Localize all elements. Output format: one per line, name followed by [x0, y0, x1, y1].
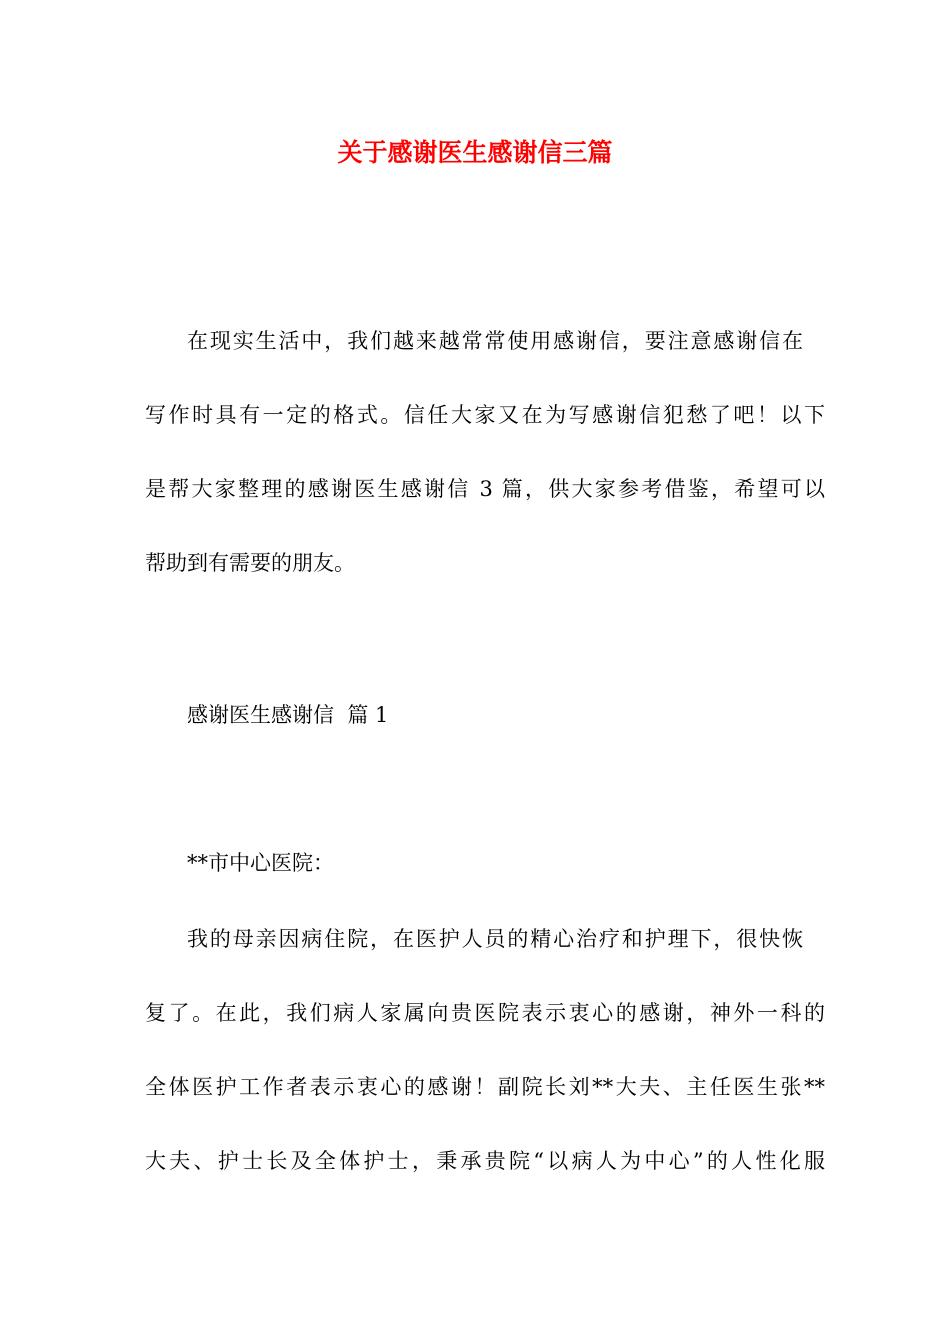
letter-line-3: 全体医护工作者表示衷心的感谢！副院长刘**大夫、主任医生张**	[145, 1075, 825, 1099]
intro-line-1: 在现实生活中，我们越来越常常使用感谢信，要注意感谢信在	[187, 329, 803, 353]
intro-line-2: 写作时具有一定的格式。信任大家又在为写感谢信犯愁了吧！以下	[145, 403, 825, 427]
intro-line-4: 帮助到有需要的朋友。	[145, 551, 355, 575]
intro-line-3: 是帮大家整理的感谢医生感谢信 3 篇，供大家参考借鉴，希望可以	[145, 477, 825, 501]
letter-salutation: **市中心医院：	[187, 851, 334, 875]
letter-line-4: 大夫、护士长及全体护士，秉承贵院“以病人为中心”的人性化服	[145, 1149, 825, 1173]
section-heading: 感谢医生感谢信 篇 1	[187, 703, 389, 727]
letter-line-2: 复了。在此，我们病人家属向贵医院表示衷心的感谢，神外一科的	[145, 1001, 825, 1025]
letter-line-1: 我的母亲因病住院，在医护人员的精心治疗和护理下，很快恢	[187, 927, 803, 951]
document-title: 关于感谢医生感谢信三篇	[337, 138, 613, 167]
